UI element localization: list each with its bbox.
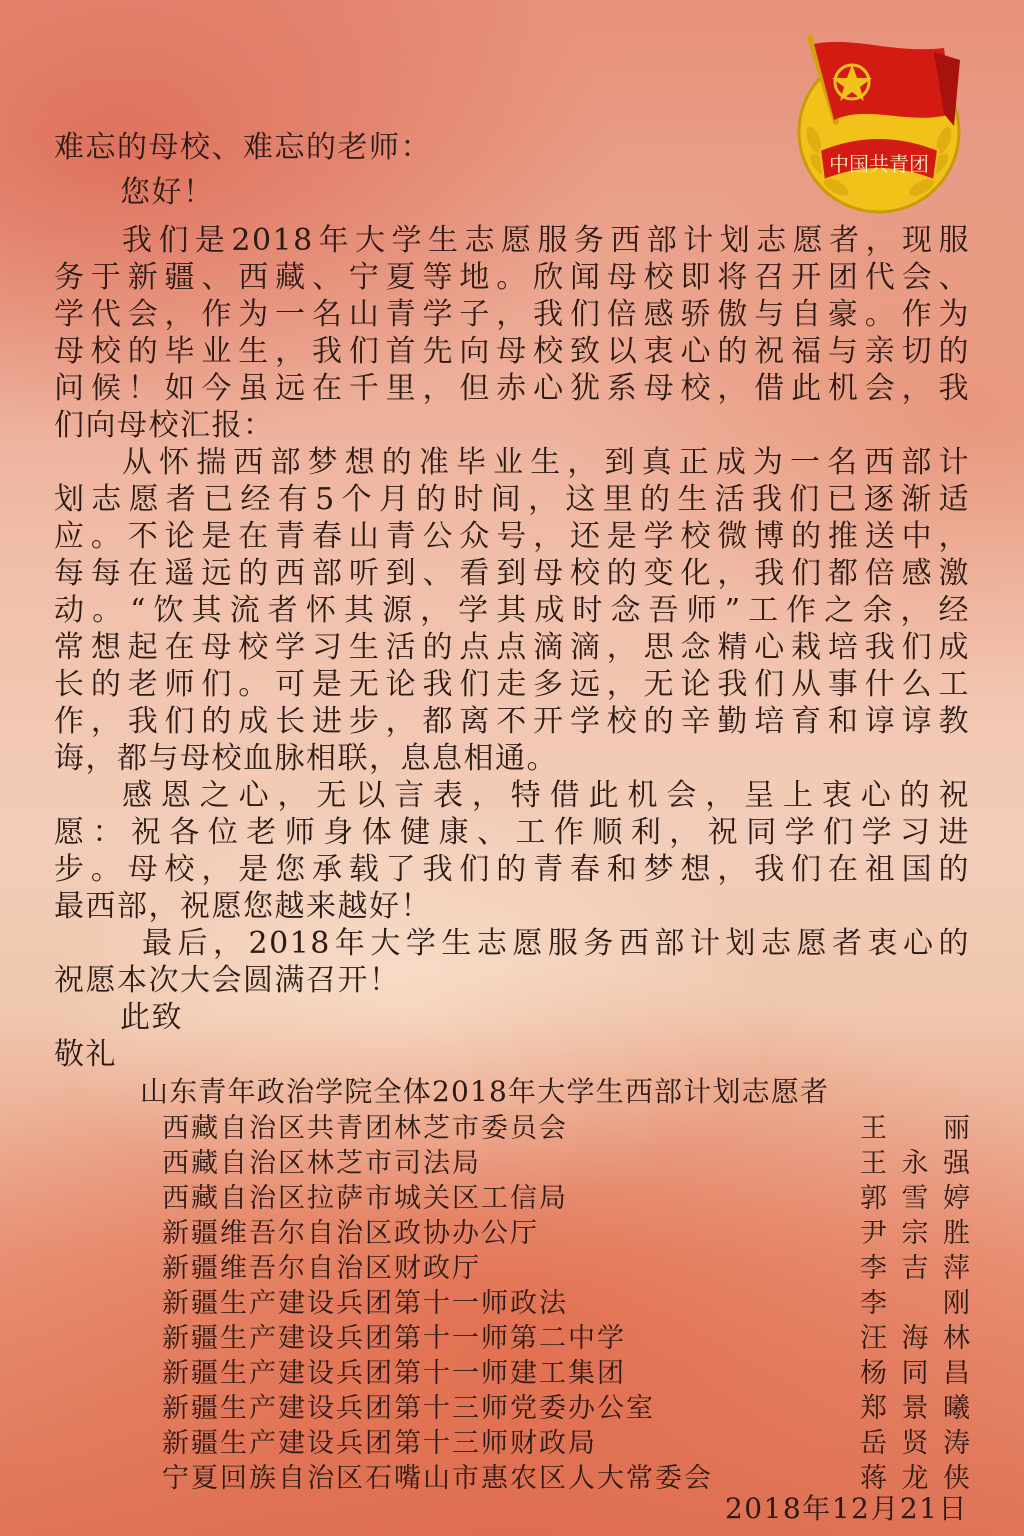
signatory-name: 汪海林	[860, 1323, 970, 1354]
letter-greeting: 难忘的母校、难忘的老师：	[54, 130, 432, 165]
body-line: 感恩之心，无以言表，特借此机会，呈上衷心的祝	[122, 778, 970, 813]
closing-line: 此致	[120, 1000, 183, 1035]
body-line: 从怀揣西部梦想的准毕业生，到真正成为一名西部计	[122, 445, 970, 480]
body-line: 诲，都与母校血脉相联，息息相通。	[54, 741, 558, 776]
signatory-name: 蒋龙侠	[860, 1463, 970, 1494]
letter-salutation: 您好！	[120, 175, 215, 210]
body-line: 最后，2018年大学生志愿服务西部计划志愿者衷心的	[142, 926, 970, 961]
signatory-org: 西藏自治区林芝市司法局	[162, 1148, 481, 1179]
signatory-name: 岳贤涛	[860, 1428, 970, 1459]
body-line: 动。“饮其流者怀其源，学其成时念吾师”工作之余，经	[54, 593, 970, 628]
body-line: 母校的毕业生，我们首先向母校致以衷心的祝福与亲切的	[54, 334, 970, 369]
signatory-org: 宁夏回族自治区石嘴山市惠农区人大常委会	[162, 1463, 713, 1494]
body-line: 步。母校，是您承载了我们的青春和梦想，我们在祖国的	[54, 852, 970, 887]
body-line: 们向母校汇报：	[54, 408, 275, 443]
signatory-org: 西藏自治区共青团林芝市委员会	[162, 1113, 568, 1144]
signatory-name: 杨同昌	[860, 1358, 970, 1389]
letter-date: 2018年12月21日	[724, 1492, 968, 1525]
body-line: 我们是2018年大学生志愿服务西部计划志愿者，现服	[122, 223, 970, 258]
signatory-org: 西藏自治区拉萨市城关区工信局	[162, 1183, 568, 1214]
signatory-org: 新疆生产建设兵团第十一师政法	[162, 1288, 568, 1319]
signatory-org: 新疆生产建设兵团第十一师建工集团	[162, 1358, 626, 1389]
youth-league-emblem-icon	[784, 30, 974, 220]
body-line: 祝愿本次大会圆满召开！	[54, 963, 401, 998]
signatory-org: 新疆生产建设兵团第十三师党委办公室	[162, 1393, 655, 1424]
body-line: 问候！如今虽远在千里，但赤心犹系母校，借此机会，我	[54, 371, 970, 406]
signatory-org: 新疆生产建设兵团第十一师第二中学	[162, 1323, 626, 1354]
signatory-org: 新疆生产建设兵团第十三师财政局	[162, 1428, 597, 1459]
body-line: 划志愿者已经有5个月的时间，这里的生活我们已逐渐适	[54, 482, 970, 517]
body-line: 常想起在母校学习生活的点点滴滴，思念精心栽培我们成	[54, 630, 970, 665]
signatory-name: 李吉萍	[860, 1253, 970, 1284]
body-line: 务于新疆、西藏、宁夏等地。欣闻母校即将召开团代会、	[54, 260, 970, 295]
signatory-org: 新疆维吾尔自治区政协办公厅	[162, 1218, 539, 1249]
body-line: 学代会，作为一名山青学子，我们倍感骄傲与自豪。作为	[54, 297, 970, 332]
body-line: 应。不论是在青春山青公众号，还是学校微博的推送中，	[54, 519, 970, 554]
signatory-name: 王丽	[860, 1113, 970, 1144]
emblem-label: 中国共青团	[829, 152, 929, 176]
body-line: 作，我们的成长进步，都离不开学校的辛勤培育和谆谆教	[54, 704, 970, 739]
closing-regards: 敬礼	[54, 1037, 117, 1072]
signatory-name: 郑景曦	[860, 1393, 970, 1424]
body-line: 长的老师们。可是无论我们走多远，无论我们从事什么工	[54, 667, 970, 702]
signatory-name: 郭雪婷	[860, 1183, 970, 1214]
sender-line: 山东青年政治学院全体2018年大学生西部计划志愿者	[140, 1075, 830, 1108]
body-line: 每每在遥远的西部听到、看到母校的变化，我们都倍感激	[54, 556, 970, 591]
body-line: 最西部，祝愿您越来越好！	[54, 889, 432, 924]
body-line: 愿：祝各位老师身体健康、工作顺利，祝同学们学习进	[54, 815, 970, 850]
signatory-name: 王永强	[860, 1148, 970, 1179]
signatory-org: 新疆维吾尔自治区财政厅	[162, 1253, 481, 1284]
signatory-name: 尹宗胜	[860, 1218, 970, 1249]
signatory-name: 李刚	[860, 1288, 970, 1319]
